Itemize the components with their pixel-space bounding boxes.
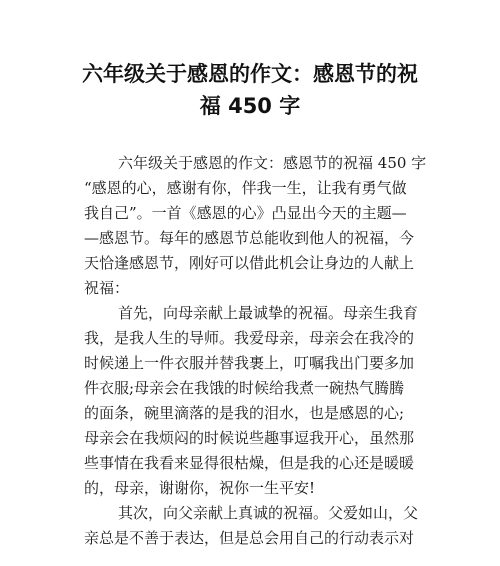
body-line: 其次，向父亲献上真诚的祝福。父爱如山，父 bbox=[118, 504, 419, 522]
body-line: 天恰逢感恩节，刚好可以借此机会让身边的人献上 bbox=[84, 254, 415, 272]
body-line: 我，是我人生的导师。我爱母亲，母亲会在我冷的 bbox=[84, 329, 415, 347]
document-title-line-2: 福 450 字 bbox=[199, 94, 301, 118]
body-line: “感恩的心，感谢有你，伴我一生，让我有勇气做 bbox=[84, 179, 407, 197]
body-line: 件衣服;母亲会在我饿的时候给我煮一碗热气腾腾 bbox=[84, 379, 405, 397]
body-line: 我自己”。一首《感恩的心》凸显出今天的主题— bbox=[84, 204, 407, 222]
document-title-line-1: 六年级关于感恩的作文：感恩节的祝 bbox=[82, 62, 418, 86]
body-line: 的，母亲，谢谢你，祝你一生平安! bbox=[84, 479, 316, 497]
body-line: 六年级关于感恩的作文：感恩节的祝福 450 字 bbox=[118, 154, 427, 172]
body-line: 首先，向母亲献上最诚挚的祝福。母亲生我育 bbox=[118, 304, 419, 322]
body-line: 时候递上一件衣服并替我裹上，叮嘱我出门要多加 bbox=[84, 354, 415, 372]
body-line: 母亲会在我烦闷的时候说些趣事逗我开心，虽然那 bbox=[84, 429, 415, 447]
body-line: —感恩节。每年的感恩节总能收到他人的祝福，今 bbox=[84, 229, 415, 247]
body-line: 亲总是不善于表达，但是总会用自己的行动表示对 bbox=[84, 529, 415, 547]
body-line: 些事情在我看来显得很枯燥，但是我的心还是暖暖 bbox=[84, 454, 415, 472]
body-line: 的面条，碗里滴落的是我的泪水，也是感恩的心; bbox=[84, 404, 405, 422]
body-line: 祝福： bbox=[84, 279, 130, 297]
